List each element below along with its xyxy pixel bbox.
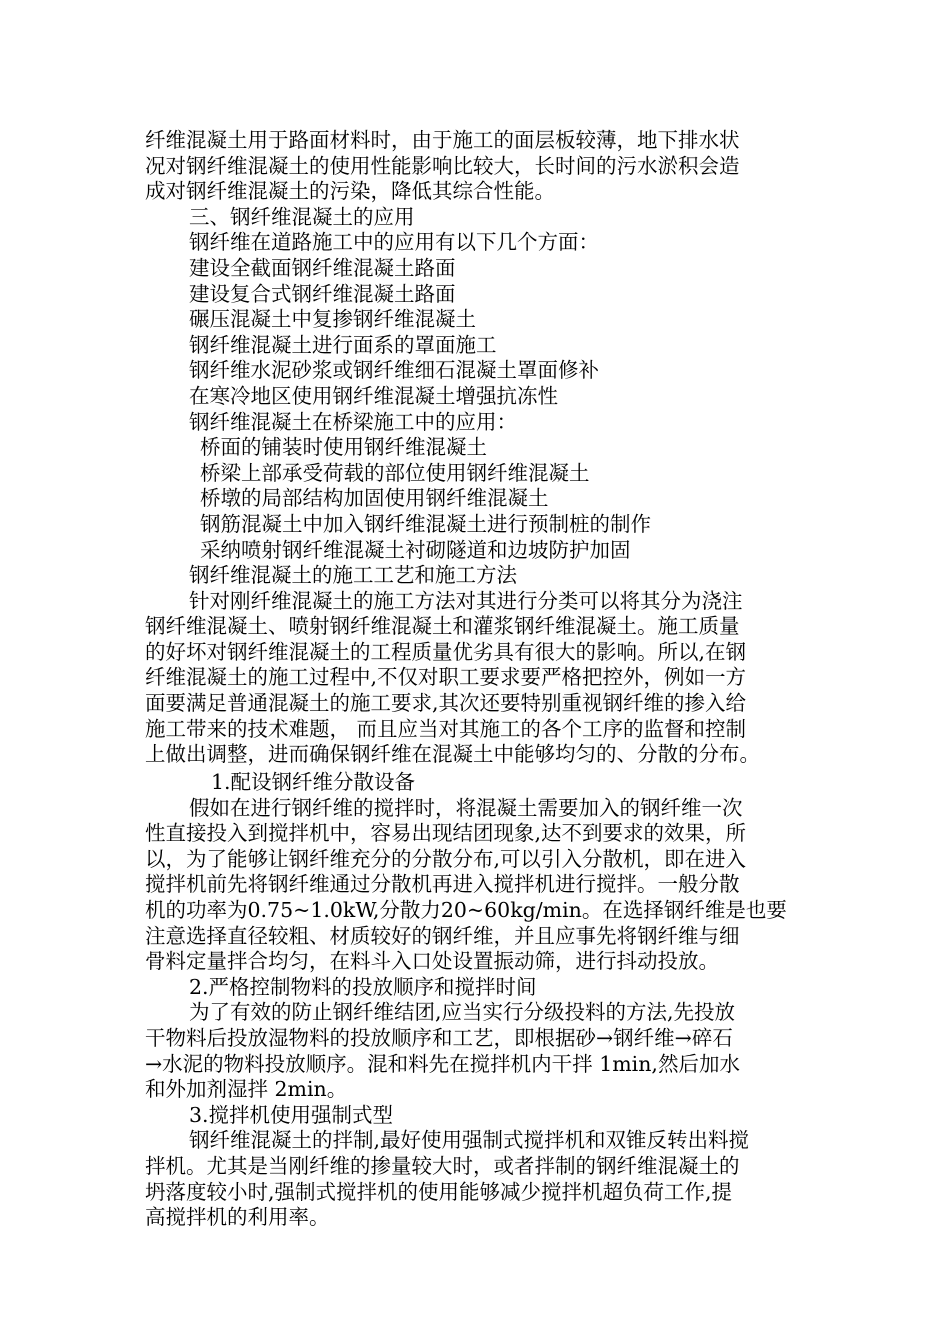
paragraph-dispersion-equipment [145,796,810,975]
text-line: 钢纤维混凝土、喷射钢纤维混凝土和灌浆钢纤维混凝土。施工质量 [145,614,740,639]
text-line: 干物料后投放湿物料的投放顺序和工艺，即根据砂→钢纤维→碎石 [145,1025,733,1050]
bridge-applications-intro: 钢纤维混凝土在桥梁施工中的应用： [189,409,517,434]
text-line: 坍落度较小时,强制式搅拌机的使用能够减少搅拌机超负荷工作,提 [145,1179,733,1204]
bridge-applications-list [145,435,810,563]
text-line: 性直接投入到搅拌机中，容易出现结团现象,达不到要求的效果，所 [145,821,747,846]
subsection-heading-3: 3.搅拌机使用强制式型 [189,1102,394,1127]
list-item: 钢纤维混凝土进行面系的罩面施工 [189,332,497,357]
text-line: 面要满足普通混凝土的施工要求,其次还要特别重视钢纤维的掺入给 [145,691,747,716]
text-line: 注意选择直径较粗、材质较好的钢纤维，并且应事先将钢纤维与细 [145,923,740,948]
text-line: 和外加剂湿拌 2min。 [145,1077,348,1102]
road-applications-list [145,256,810,410]
upper-section [145,128,810,768]
text-line: 的好坏对钢纤维混凝土的工程质量优劣具有很大的影响。所以,在钢 [145,639,747,664]
list-item: 碾压混凝土中复掺钢纤维混凝土 [189,307,476,332]
text-line: 为了有效的防止钢纤维结团,应当实行分级投料的方法,先投放 [189,1000,736,1025]
text-line: 况对钢纤维混凝土的使用性能影响比较大，长时间的污水淤积会造 [145,153,740,178]
text-line: 以，为了能够让钢纤维充分的分散分布,可以引入分散机，即在进入 [145,846,747,871]
section-heading-applications: 三、钢纤维混凝土的应用 [189,204,415,229]
text-line: 成对钢纤维混凝土的污染，降低其综合性能。 [145,179,555,204]
paragraph-pavement-effects [145,128,810,205]
text-line: 假如在进行钢纤维的搅拌时，将混凝土需要加入的钢纤维一次 [189,795,743,820]
text-line: →水泥的物料投放顺序。混和料先在搅拌机内干拌 1min,然后加水 [145,1051,740,1076]
list-item: 钢筋混凝土中加入钢纤维混凝土进行预制桩的制作 [200,511,651,536]
text-line: 骨料定量拌合均匀，在料斗入口处设置振动筛，进行抖动投放。 [145,949,719,974]
text-line: 施工带来的技术难题， 而且应当对其施工的各个工序的监督和控制 [145,716,747,741]
list-item: 桥梁上部承受荷载的部位使用钢纤维混凝土 [200,460,590,485]
list-item: 建设复合式钢纤维混凝土路面 [189,281,456,306]
text-line: 纤维混凝土用于路面材料时，由于施工的面层板较薄，地下排水状 [145,128,740,152]
paragraph-construction-method [145,589,810,768]
text-line: 搅拌机前先将钢纤维通过分散机再进入搅拌机进行搅拌。一般分散 [145,872,740,897]
text-line: 针对刚纤维混凝土的施工方法对其进行分类可以将其分为浇注 [189,588,743,613]
list-item: 钢纤维水泥砂浆或钢纤维细石混凝土罩面修补 [189,358,599,383]
text-line: 钢纤维混凝土的拌制,最好使用强制式搅拌机和双锥反转出料搅 [189,1128,750,1153]
construction-method-heading: 钢纤维混凝土的施工工艺和施工方法 [189,563,517,588]
list-item: 建设全截面钢纤维混凝土路面 [189,255,456,280]
subsection-heading-1: 1.配设钢纤维分散设备 [211,770,416,794]
text-line: 高搅拌机的利用率。 [145,1205,330,1230]
lower-section [145,770,810,1231]
paragraph-forced-mixer [145,1128,810,1230]
text-line: 上做出调整，进而确保钢纤维在混凝土中能够均匀的、分散的分布。 [145,742,760,767]
text-line: 机的功率为0.75~1.0kW,分散力20~60kg/min。在选择钢纤维是也要 [145,897,787,922]
subsection-heading-2: 2.严格控制物料的投放顺序和搅拌时间 [189,974,537,999]
list-item: 桥面的铺装时使用钢纤维混凝土 [200,435,487,460]
list-item: 桥墩的局部结构加固使用钢纤维混凝土 [200,486,549,511]
paragraph-feeding-order [145,1000,810,1102]
road-applications-intro: 钢纤维在道路施工中的应用有以下几个方面： [189,230,599,255]
list-item: 在寒冷地区使用钢纤维混凝土增强抗冻性 [189,383,558,408]
text-line: 纤维混凝土的施工过程中,不仅对职工要求要严格把控外，例如一方 [145,665,747,690]
text-line: 拌机。尤其是当刚纤维的掺量较大时，或者拌制的钢纤维混凝土的 [145,1153,740,1178]
list-item: 采纳喷射钢纤维混凝土衬砌隧道和边坡防护加固 [200,537,631,562]
